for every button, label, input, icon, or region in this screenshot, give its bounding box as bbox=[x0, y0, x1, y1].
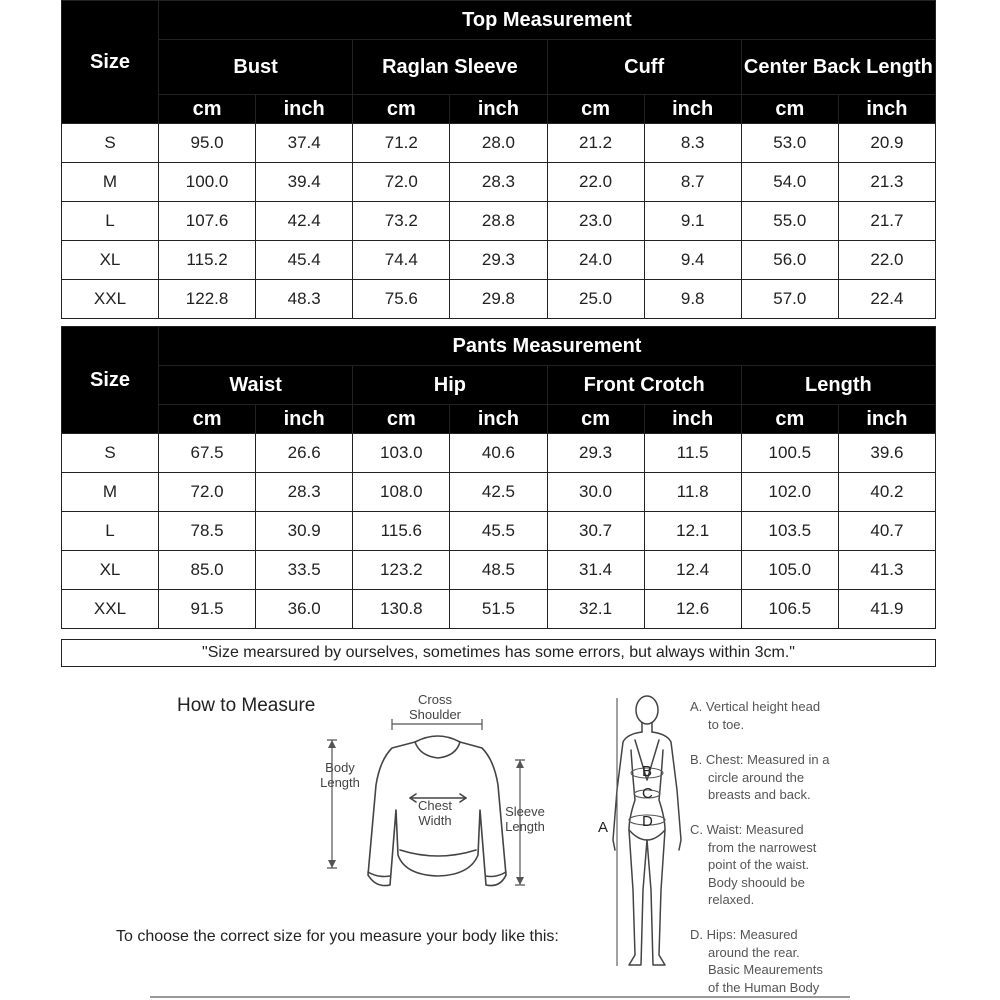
measurement-cell: 103.0 bbox=[353, 434, 450, 473]
size-cell: L bbox=[62, 202, 159, 241]
measurement-cell: 48.3 bbox=[256, 280, 353, 319]
measurement-cell: 55.0 bbox=[741, 202, 838, 241]
body-letter-a: A bbox=[598, 819, 609, 836]
measurement-cell: 28.8 bbox=[450, 202, 547, 241]
measurement-cell: 39.4 bbox=[256, 163, 353, 202]
pants-table-body bbox=[62, 434, 936, 629]
measurement-cell: 28.3 bbox=[450, 163, 547, 202]
measurement-cell: 106.5 bbox=[741, 590, 838, 629]
size-cell: M bbox=[62, 473, 159, 512]
size-header: Size bbox=[62, 327, 159, 434]
measurement-cell: 74.4 bbox=[353, 241, 450, 280]
label-line: Width bbox=[418, 813, 452, 828]
measurement-cell: 40.6 bbox=[450, 434, 547, 473]
measurement-cell: 67.5 bbox=[159, 434, 256, 473]
measure-guide-a bbox=[690, 698, 820, 733]
measurement-cell: 22.0 bbox=[547, 163, 644, 202]
measurement-note: "Size mearsured by ourselves, sometimes has some errors, but always within 3cm." bbox=[61, 639, 936, 667]
cross-shoulder-label bbox=[395, 692, 475, 722]
unit-header: cm bbox=[741, 405, 838, 434]
measurement-cell: 107.6 bbox=[159, 202, 256, 241]
unit-header: inch bbox=[256, 405, 353, 434]
unit-header: inch bbox=[450, 405, 547, 434]
bottom-divider bbox=[150, 996, 850, 998]
size-cell: S bbox=[62, 124, 159, 163]
measurement-cell: 8.3 bbox=[644, 124, 741, 163]
label-line: Length bbox=[320, 775, 360, 790]
body-length-label bbox=[310, 760, 370, 790]
measurement-cell: 41.9 bbox=[838, 590, 935, 629]
guide-line: B. Chest: Measured in a bbox=[690, 752, 830, 767]
sleeve-length-label bbox=[495, 804, 555, 834]
chest-width-label bbox=[405, 798, 465, 828]
choose-size-instruction: To choose the correct size for you measure your body like this: bbox=[116, 928, 559, 945]
table-row bbox=[62, 124, 936, 163]
column-group-header: Length bbox=[741, 366, 935, 405]
measurement-cell: 105.0 bbox=[741, 551, 838, 590]
unit-header: cm bbox=[741, 95, 838, 124]
measurement-cell: 72.0 bbox=[353, 163, 450, 202]
measurement-cell: 123.2 bbox=[353, 551, 450, 590]
measurement-cell: 103.5 bbox=[741, 512, 838, 551]
measurement-cell: 9.8 bbox=[644, 280, 741, 319]
measurement-cell: 12.4 bbox=[644, 551, 741, 590]
label-line: Body bbox=[325, 760, 355, 775]
measurement-cell: 30.9 bbox=[256, 512, 353, 551]
measure-guide-c bbox=[690, 821, 816, 909]
unit-header: inch bbox=[644, 95, 741, 124]
label-line: Length bbox=[505, 819, 545, 834]
body-letter-b: B bbox=[642, 763, 653, 780]
measurement-cell: 100.5 bbox=[741, 434, 838, 473]
table-row bbox=[62, 512, 936, 551]
measurement-cell: 42.4 bbox=[256, 202, 353, 241]
measurement-cell: 25.0 bbox=[547, 280, 644, 319]
measurement-cell: 40.7 bbox=[838, 512, 935, 551]
column-group-header: Cuff bbox=[547, 40, 741, 95]
table-row bbox=[62, 473, 936, 512]
measurement-cell: 108.0 bbox=[353, 473, 450, 512]
measurement-cell: 40.2 bbox=[838, 473, 935, 512]
table-row bbox=[62, 280, 936, 319]
measurement-cell: 42.5 bbox=[450, 473, 547, 512]
measurement-cell: 21.2 bbox=[547, 124, 644, 163]
size-header: Size bbox=[62, 1, 159, 124]
measurement-cell: 53.0 bbox=[741, 124, 838, 163]
measurement-cell: 115.6 bbox=[353, 512, 450, 551]
measurement-cell: 37.4 bbox=[256, 124, 353, 163]
unit-header: cm bbox=[353, 95, 450, 124]
measurement-cell: 57.0 bbox=[741, 280, 838, 319]
measurement-cell: 72.0 bbox=[159, 473, 256, 512]
unit-header: inch bbox=[644, 405, 741, 434]
measurement-cell: 130.8 bbox=[353, 590, 450, 629]
guide-line: circle around the bbox=[708, 769, 805, 785]
measurement-cell: 26.6 bbox=[256, 434, 353, 473]
measurement-cell: 33.5 bbox=[256, 551, 353, 590]
measurement-cell: 115.2 bbox=[159, 241, 256, 280]
size-cell: S bbox=[62, 434, 159, 473]
guide-line: point of the waist. bbox=[708, 857, 810, 872]
body-figure-diagram bbox=[595, 690, 685, 980]
guide-line: to toe. bbox=[708, 716, 745, 732]
measurement-cell: 9.1 bbox=[644, 202, 741, 241]
measurement-cell: 100.0 bbox=[159, 163, 256, 202]
measurement-cell: 11.5 bbox=[644, 434, 741, 473]
measurement-cell: 91.5 bbox=[159, 590, 256, 629]
measurement-cell: 45.4 bbox=[256, 241, 353, 280]
measurement-cell: 29.3 bbox=[450, 241, 547, 280]
size-cell: XXL bbox=[62, 280, 159, 319]
label-line: Cross bbox=[418, 692, 452, 707]
measurement-cell: 85.0 bbox=[159, 551, 256, 590]
measurement-cell: 39.6 bbox=[838, 434, 935, 473]
size-cell: M bbox=[62, 163, 159, 202]
measure-guide-d bbox=[690, 926, 823, 996]
table-row bbox=[62, 434, 936, 473]
measurement-cell: 30.0 bbox=[547, 473, 644, 512]
column-group-header: Bust bbox=[159, 40, 353, 95]
measurement-cell: 20.9 bbox=[838, 124, 935, 163]
measurement-cell: 78.5 bbox=[159, 512, 256, 551]
measurement-cell: 41.3 bbox=[838, 551, 935, 590]
guide-line: Basic Meaurements bbox=[708, 962, 823, 977]
table-title: Pants Measurement bbox=[159, 327, 936, 366]
measurement-cell: 29.8 bbox=[450, 280, 547, 319]
guide-line: around the rear. bbox=[708, 944, 800, 960]
label-line: Sleeve bbox=[505, 804, 545, 819]
guide-line: D. Hips: Measured bbox=[690, 927, 798, 942]
guide-line: C. Waist: Measured bbox=[690, 822, 804, 837]
measurement-cell: 31.4 bbox=[547, 551, 644, 590]
measurement-cell: 28.0 bbox=[450, 124, 547, 163]
measurement-cell: 11.8 bbox=[644, 473, 741, 512]
measurement-cell: 56.0 bbox=[741, 241, 838, 280]
how-to-measure-heading: How to Measure bbox=[177, 695, 316, 716]
unit-header: inch bbox=[838, 405, 935, 434]
measurement-cell: 48.5 bbox=[450, 551, 547, 590]
column-group-header: Hip bbox=[353, 366, 547, 405]
size-cell: L bbox=[62, 512, 159, 551]
measurement-cell: 75.6 bbox=[353, 280, 450, 319]
measurement-cell: 54.0 bbox=[741, 163, 838, 202]
guide-line: from the narrowest bbox=[708, 839, 817, 855]
unit-header: cm bbox=[547, 95, 644, 124]
table-row bbox=[62, 241, 936, 280]
column-group-header: Front Crotch bbox=[547, 366, 741, 405]
measurement-cell: 23.0 bbox=[547, 202, 644, 241]
unit-header: cm bbox=[353, 405, 450, 434]
measurement-cell: 9.4 bbox=[644, 241, 741, 280]
table-row bbox=[62, 163, 936, 202]
measurement-cell: 71.2 bbox=[353, 124, 450, 163]
unit-header: inch bbox=[450, 95, 547, 124]
measurement-cell: 45.5 bbox=[450, 512, 547, 551]
table-row bbox=[62, 551, 936, 590]
guide-line: relaxed. bbox=[708, 892, 755, 907]
measurement-cell: 30.7 bbox=[547, 512, 644, 551]
measurement-cell: 21.3 bbox=[838, 163, 935, 202]
measurement-cell: 21.7 bbox=[838, 202, 935, 241]
label-line: Chest bbox=[418, 798, 452, 813]
measurement-cell: 8.7 bbox=[644, 163, 741, 202]
size-cell: XL bbox=[62, 551, 159, 590]
measurement-cell: 122.8 bbox=[159, 280, 256, 319]
size-cell: XXL bbox=[62, 590, 159, 629]
label-line: Shoulder bbox=[408, 707, 462, 722]
unit-header: inch bbox=[838, 95, 935, 124]
measurement-cell: 28.3 bbox=[256, 473, 353, 512]
guide-line: of the Human Body bbox=[708, 979, 820, 995]
measurement-cell: 22.0 bbox=[838, 241, 935, 280]
unit-header: inch bbox=[256, 95, 353, 124]
measurement-cell: 32.1 bbox=[547, 590, 644, 629]
size-cell: XL bbox=[62, 241, 159, 280]
measurement-cell: 36.0 bbox=[256, 590, 353, 629]
unit-header: cm bbox=[159, 95, 256, 124]
measurement-cell: 51.5 bbox=[450, 590, 547, 629]
measurement-cell: 102.0 bbox=[741, 473, 838, 512]
top-measurement-table bbox=[61, 0, 936, 319]
table-row bbox=[62, 590, 936, 629]
body-letter-d: D bbox=[642, 813, 653, 830]
unit-header: cm bbox=[547, 405, 644, 434]
guide-line: breasts and back. bbox=[708, 787, 811, 802]
measurement-cell: 12.6 bbox=[644, 590, 741, 629]
unit-header: cm bbox=[159, 405, 256, 434]
measurement-cell: 24.0 bbox=[547, 241, 644, 280]
column-group-header: Center Back Length bbox=[741, 40, 935, 95]
measurement-cell: 12.1 bbox=[644, 512, 741, 551]
pants-measurement-table bbox=[61, 326, 936, 629]
column-group-header: Waist bbox=[159, 366, 353, 405]
measure-guide-b bbox=[690, 751, 829, 804]
measurement-cell: 22.4 bbox=[838, 280, 935, 319]
guide-line: A. Vertical height head bbox=[690, 699, 821, 714]
guide-line: Body shoould be bbox=[708, 874, 805, 890]
column-group-header: Raglan Sleeve bbox=[353, 40, 547, 95]
top-table-body bbox=[62, 124, 936, 319]
table-row bbox=[62, 202, 936, 241]
measurement-cell: 73.2 bbox=[353, 202, 450, 241]
table-title: Top Measurement bbox=[159, 1, 936, 40]
measurement-cell: 29.3 bbox=[547, 434, 644, 473]
body-letter-c: C bbox=[642, 785, 653, 802]
measurement-cell: 95.0 bbox=[159, 124, 256, 163]
